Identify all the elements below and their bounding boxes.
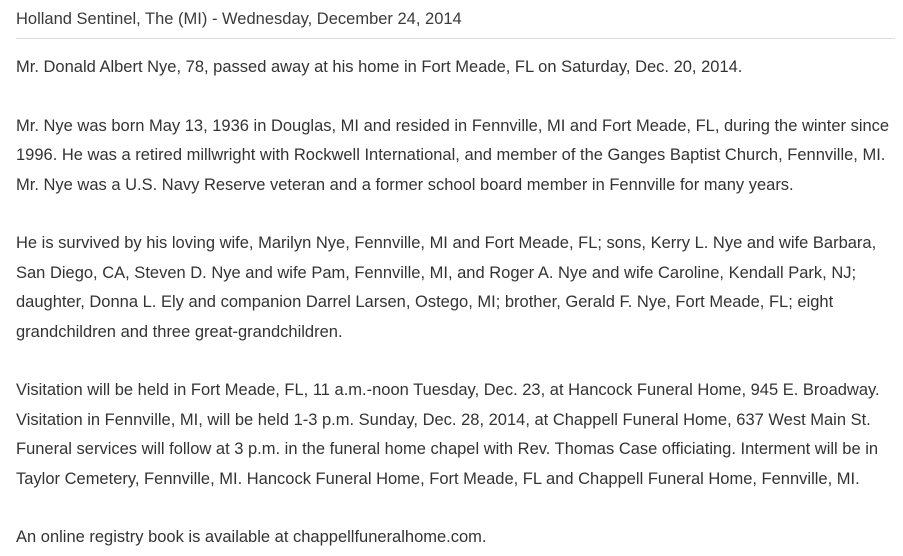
paragraph-biography: Mr. Nye was born May 13, 1936 in Douglas, MI and resided in Fennville, MI and Fort Meade, FL, during the winter since 1996. He was a retired millwright with Rockwell International, and member of the Ganges Baptist Church, Fennville, MI. Mr. Nye was a U.S. Navy Reserve veteran and a former school board member in Fennville for many years. <box>16 116 890 194</box>
paragraph-death-notice: Mr. Donald Albert Nye, 78, passed away at his home in Fort Meade, FL on Saturday, Dec. 20, 2014. <box>16 58 743 76</box>
obituary-body <box>16 53 896 553</box>
paragraph-survivors: He is survived by his loving wife, Marilyn Nye, Fennville, MI and Fort Meade, FL; sons, Kerry L. Nye and wife Barbara, San Diego, CA, Steven D. Nye and wife Pam, Fennville, MI, and Roger A. Nye and wife Caroline, Kendall Park, NJ; daughter, Donna L. Ely and companion Darrel Larsen, Ostego, MI; brother, Gerald F. Nye, Fort Meade, FL; eight grandchildren and three great-grandchildren. <box>16 234 877 341</box>
source-line: Holland Sentinel, The (MI) - Wednesday, December 24, 2014 <box>16 10 462 28</box>
source-header <box>16 0 895 39</box>
paragraph-services: Visitation will be held in Fort Meade, FL, 11 a.m.-noon Tuesday, Dec. 23, at Hancock Funeral Home, 945 E. Broadway. Visitation in Fennville, MI, will be held 1-3 p.m. Sunday, Dec. 28, 2014, at Chappell Funeral Home, 637 West Main St. Funeral services will follow at 3 p.m. in the funeral home chapel with Rev. Thomas Case officiating. Interment will be in Taylor Cemetery, Fennville, MI. Hancock Funeral Home, Fort Meade, FL and Chappell Funeral Home, Fennville, MI. <box>16 381 880 488</box>
paragraph-registry: An online registry book is available at chappellfuneralhome.com. <box>16 528 487 547</box>
